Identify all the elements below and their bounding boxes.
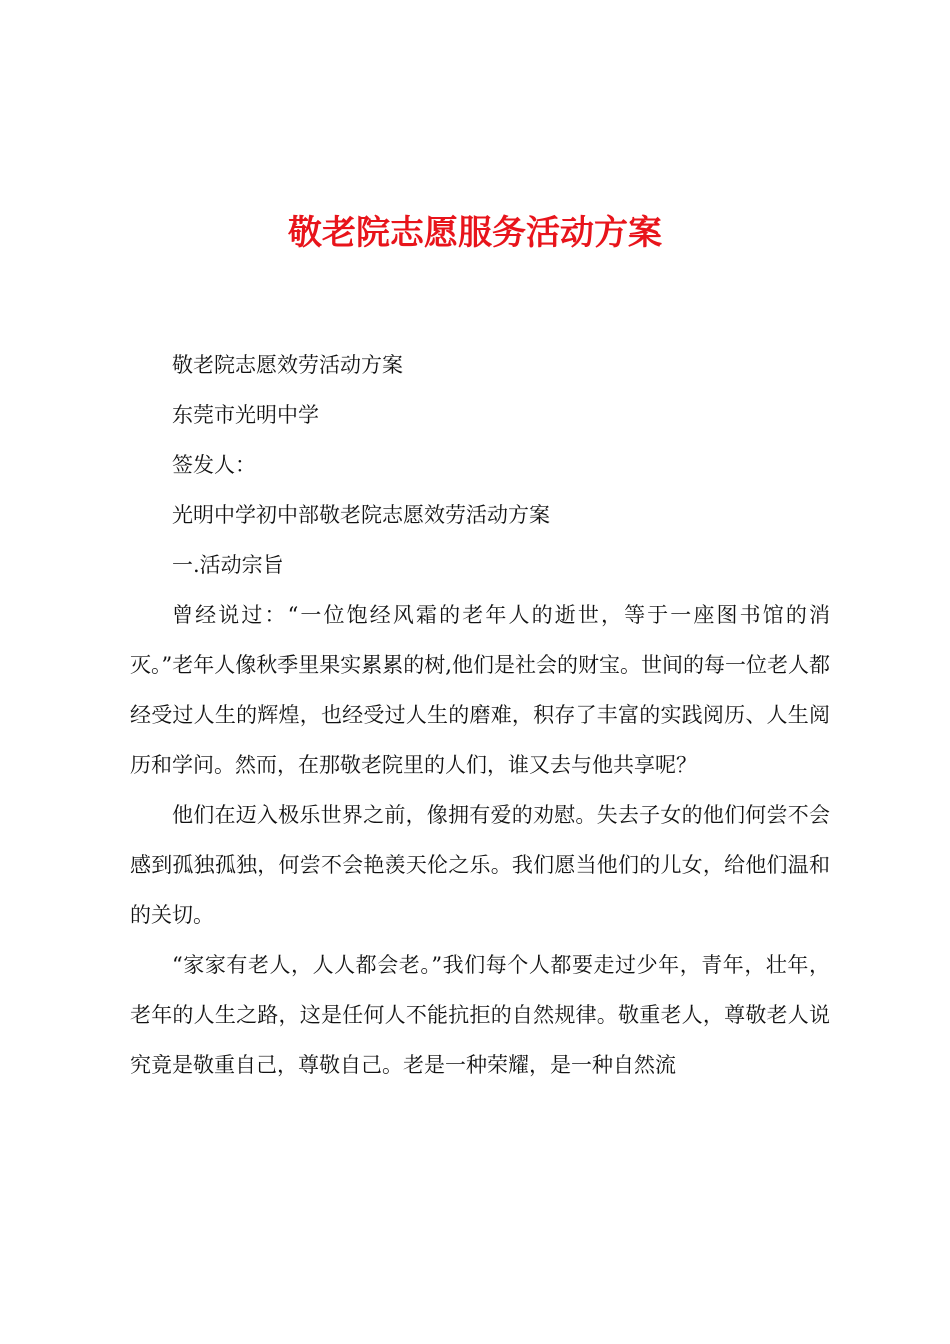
paragraph: 曾经说过：“一位饱经风霜的老年人的逝世，等于一座图书馆的消灭。”老年人像秋季里果实累累的树,他们是社会的财宝。世间的每一位老人都经受过人生的辉煌，也经受过人生的磨难，积存了丰富的实践阅历、人生阅历和学问。然而，在那敬老院里的人们，谁又去与他共享呢？ <box>130 603 830 777</box>
paragraph: “家家有老人，人人都会老。”我们每个人都要走过少年，青年，壮年，老年的人生之路，这是任何人不能抗拒的自然规律。敬重老人，尊敬老人说究竟是敬重自己，尊敬自己。老是一种荣耀，是一种自然流 <box>130 953 830 1077</box>
plan-name-line: 光明中学初中部敬老院志愿效劳活动方案 <box>172 503 550 527</box>
document-body <box>130 340 830 1090</box>
school-name-line: 东莞市光明中学 <box>172 403 319 427</box>
issuer-line: 签发人： <box>172 453 256 477</box>
section-heading: 一.活动宗旨 <box>172 553 284 577</box>
paragraph: 他们在迈入极乐世界之前，像拥有爱的劝慰。失去子女的他们何尝不会感到孤独孤独，何尝不会艳羡天伦之乐。我们愿当他们的儿女，给他们温和的关切。 <box>130 803 830 927</box>
document-title: 敬老院志愿服务活动方案 <box>288 213 662 253</box>
subtitle-line: 敬老院志愿效劳活动方案 <box>172 353 403 377</box>
